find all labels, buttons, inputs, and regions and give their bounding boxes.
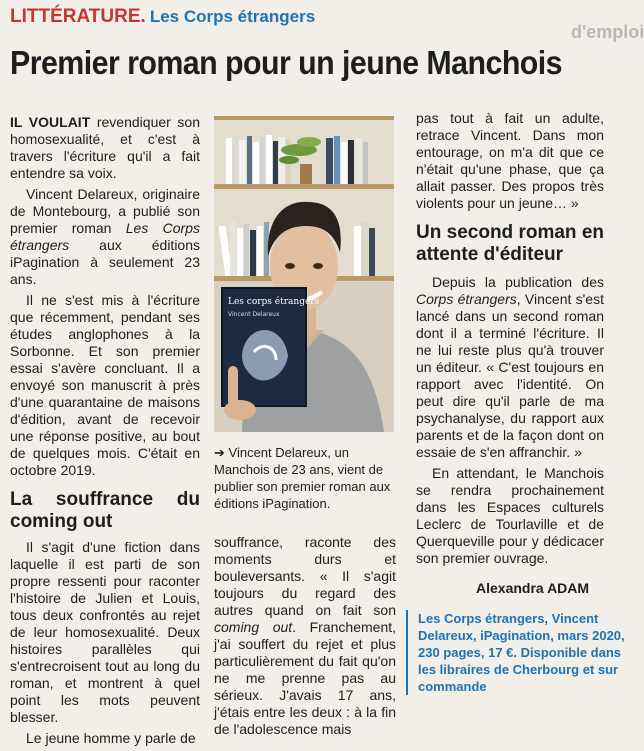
author-photo — [214, 116, 394, 432]
series-title: Les Corps étrangers — [149, 7, 316, 26]
book-title: Les Corps étrangers — [10, 220, 200, 253]
column-right — [416, 110, 604, 571]
column-left — [10, 114, 200, 751]
paragraph: Depuis la publication des Corps étrangers, Vincent s'est lancé dans un second roman dont il a terminé l'écriture. Il ne lui reste plus qu'à trouver un éditeur. « C'est toujours en rapport avec l'identité. On peut dire qu'il parle de ma psychanalyse, du rapport aux parents et de la façon dont on essaie de s'en affranchir. » — [416, 274, 604, 460]
paragraph: Vincent Delareux, originaire de Montebourg, a publié son premier roman Les Corps étrangers aux éditions iPagination à seulement 23 ans. — [10, 186, 200, 287]
kicker — [10, 6, 315, 28]
paragraph: Il ne s'est mis à l'écriture que récemment, pendant ses études anglophones à la Sorbonne. Et son premier essai s'avère concluant. Il a envoyé son manuscrit à près d'une quarantaine de maisons d'édition, avant de recevoir une réponse positive, au bout de quelques mois. C'était en octobre 2019. — [10, 292, 200, 478]
arrow-icon: ➔ — [214, 445, 225, 460]
coming-out-em: coming out — [214, 619, 293, 635]
bleed-text: d'emploi — [571, 22, 644, 42]
book-cover-author: Vincent Delareux — [228, 311, 280, 318]
lead-caps: IL VOULAIT — [10, 114, 91, 130]
book-cover-title: Les corps étrangers — [228, 297, 320, 307]
rubric: LITTÉRATURE. — [10, 6, 146, 27]
paragraph: souffrance, raconte des moments durs et bouleversants. « Il s'agit toujours du regard des autres quand on fait son coming out. Franchement, j'ai souffert du rejet et plus particulièrement du fait qu'on ne me prenne pas au sérieux. J'avais 17 ans, j'étais entre les deux : à la fin de l'adolescence mais — [214, 534, 397, 737]
book-info-box: Les Corps étrangers, Vincent Delareux, iPagination, mars 2020, 230 pages, 17 €. Disponible dans les libraires de Cherbourg et sur commande — [406, 610, 628, 695]
subhead-coming-out: La souffrance du coming out — [10, 489, 200, 532]
paragraph: Le jeune homme y parle de — [26, 730, 196, 746]
column-middle — [214, 534, 396, 742]
author-signature: Alexandra ADAM — [476, 580, 590, 596]
bleed-through-adjacent-page — [571, 0, 644, 100]
paragraph: En attendant, le Manchois se rendra prochainement dans les Espaces culturels Leclerc de Tourlaville et de Querqueville pour y dédicacer son premier ouvrage. — [416, 465, 604, 566]
paragraph: pas tout à fait un adulte, retrace Vincent. Dans mon entourage, on m'a dit que ce n'était qu'une phase, que ça allait passer. Des propos très violents pour un jeune… » — [416, 110, 604, 211]
headline: Premier roman pour un jeune Manchois — [10, 44, 563, 81]
lead-paragraph: IL VOULAIT revendiquer son homosexualité, et c'est à travers l'écriture qu'il a fait entendre sa voix. — [10, 114, 200, 181]
photo-caption: ➔ Vincent Delareux, un Manchois de 23 ans, vient de publier son premier roman aux éditions iPagination. — [214, 445, 391, 511]
subhead-second-novel: Un second roman en attente d'éditeur — [416, 222, 604, 265]
book-title: Corps étrangers — [416, 291, 517, 307]
paragraph: Il s'agit d'une fiction dans laquelle il est parti de son propre ressenti pour raconter l'histoire de Julien et Louis, tous deux confrontés au rejet de leur homosexualité. Deux histoires parallèles qui s'entrecroisent tout au long du roman, et montrent à quel point les mots peuvent blesser. — [10, 539, 200, 725]
